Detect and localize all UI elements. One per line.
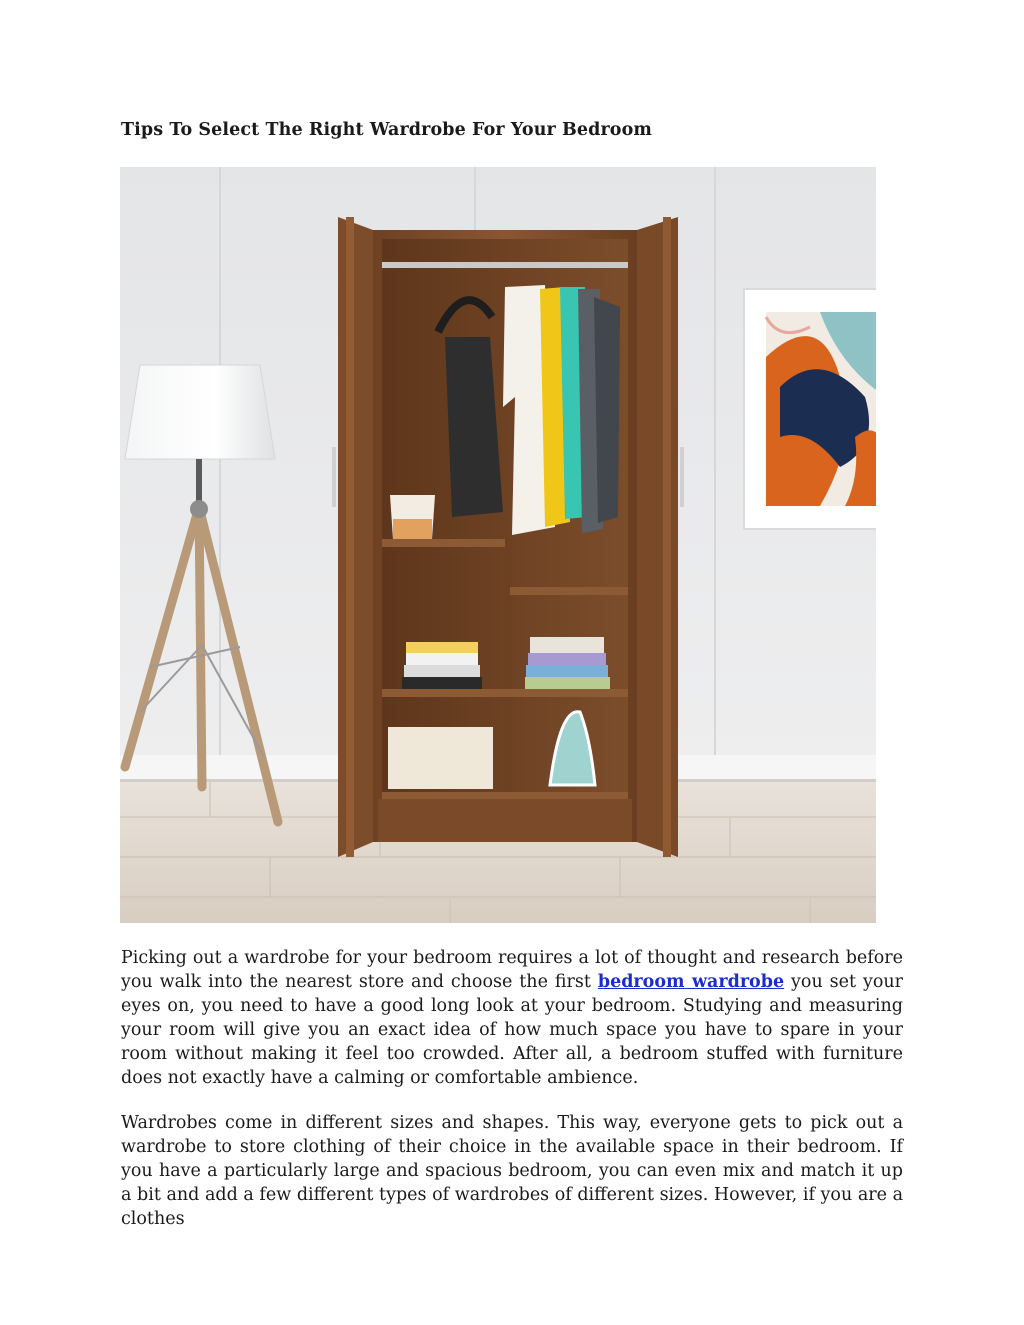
wardrobe-photo — [120, 167, 876, 923]
paragraph-intro — [121, 946, 903, 1090]
page-title: Tips To Select The Right Wardrobe For Your Bedroom — [121, 120, 652, 140]
paragraph-intro-text-before: Picking out a wardrobe for your bedroom requires a lot of thought and research before you walk into the nearest store and choose the first — [121, 948, 903, 992]
paragraph-sizes: Wardrobes come in different sizes and shapes. This way, everyone gets to pick out a wardrobe to store clothing of their choice in the available space in their bedroom. If you have a particularly large and spacious bedroom, you can even mix and match it up a bit and add a few different types of wardrobes of different sizes. However, if you are a clothes — [121, 1113, 903, 1229]
wardrobe — [332, 217, 684, 857]
bedroom-wardrobe-link[interactable]: bedroom wardrobe — [597, 972, 785, 992]
paragraph-intro-text-after: you set your eyes on, you need to have a good long look at your bedroom. Studying and measuring your room will give you an exact idea of how much space you have to spare in your room without making it feel too crowded. After all, a bedroom stuffed with furniture does not exactly have a calming or comfortable ambience. — [121, 972, 904, 1088]
wall-art — [744, 289, 876, 529]
